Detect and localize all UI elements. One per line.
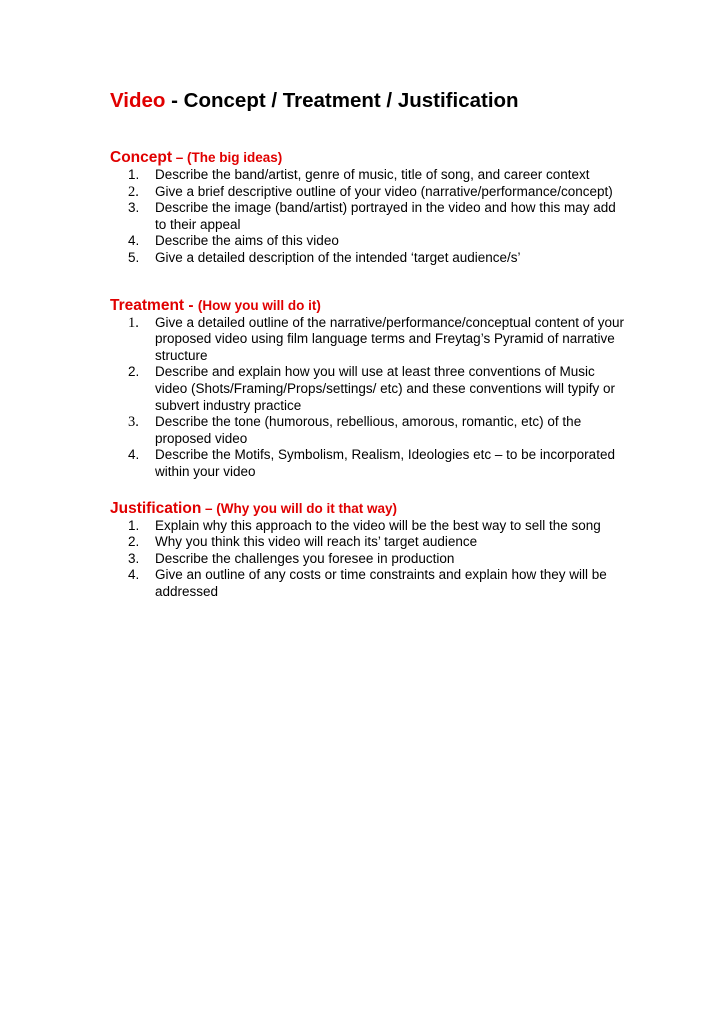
treatment-heading-sub: (How you will do it) [197,297,321,313]
concept-list [110,167,630,267]
item-number: 1. [128,167,140,182]
item-text: Give an outline of any costs or time constraints and explain how they will be addressed [155,567,607,599]
item-number: 2. [128,534,140,550]
list-item [128,250,630,267]
item-text: Describe and explain how you will use at least three conventions of Music video (Shots/Framing/Props/settings/ etc) and these conventions will typify or subvert industry practice [155,364,615,413]
treatment-heading-label: Treatment - [110,296,198,314]
justification-heading-label: Justification [110,499,202,517]
list-item [128,200,630,233]
item-number: 3. [128,550,140,566]
item-number: 3. [128,200,140,216]
item-text: Describe the image (band/artist) portrayed in the video and how this may add to their appeal [155,200,616,232]
item-text: Explain why this approach to the video will be the best way to sell the song [155,517,601,533]
justification-heading-sub: – (Why you will do it that way) [201,500,398,516]
item-text: Describe the band/artist, genre of music, title of song, and career context [155,167,590,182]
item-text: Give a detailed outline of the narrative/performance/conceptual content of your proposed video using film language terms and Freytag’s Pyramid of narrative structure [155,314,625,363]
document-title [110,88,630,114]
item-text: Describe the Motifs, Symbolism, Realism, Ideologies etc – to be incorporated within your video [155,447,615,479]
section-spacer [110,267,630,296]
item-number: 2. [128,364,140,380]
list-item [128,534,630,551]
list-item [128,518,630,535]
concept-heading-label: Concept [110,149,172,166]
item-text: Give a detailed description of the intended ‘target audience/s’ [155,249,521,265]
justification-section [110,499,630,601]
item-number: 4. [128,567,140,583]
item-number: 2. [128,183,139,200]
list-item [128,184,630,201]
justification-list [110,518,630,601]
title-video-word: Video [110,89,166,112]
list-item [128,364,630,414]
list-item [128,167,630,184]
treatment-heading [110,296,630,315]
treatment-section [110,296,630,481]
concept-heading-sub: – (The big ideas) [172,150,283,165]
list-item [128,315,630,365]
concept-section [110,148,630,267]
justification-heading [110,499,630,518]
item-text: Describe the aims of this video [155,233,339,249]
item-number: 1. [128,314,139,331]
list-item [128,567,630,600]
item-number: 4. [128,447,140,463]
item-number: 4. [128,233,140,249]
list-item [128,233,630,250]
list-item [128,447,630,480]
item-number: 3. [128,414,139,431]
concept-heading [110,148,630,167]
list-item [128,414,630,447]
item-number: 5. [128,249,140,265]
title-rest: - Concept / Treatment / Justification [165,89,519,112]
item-text: Describe the tone (humorous, rebellious, amorous, romantic, etc) of the proposed video [155,414,582,446]
item-text: Describe the challenges you foresee in production [155,550,455,566]
item-number: 1. [128,517,140,533]
item-text: Why you think this video will reach its’ target audience [155,534,478,550]
list-item [128,551,630,568]
treatment-list [110,315,630,481]
section-spacer [110,481,630,499]
document-page [110,88,630,600]
item-text: Give a brief descriptive outline of your video (narrative/performance/concept) [155,183,613,199]
